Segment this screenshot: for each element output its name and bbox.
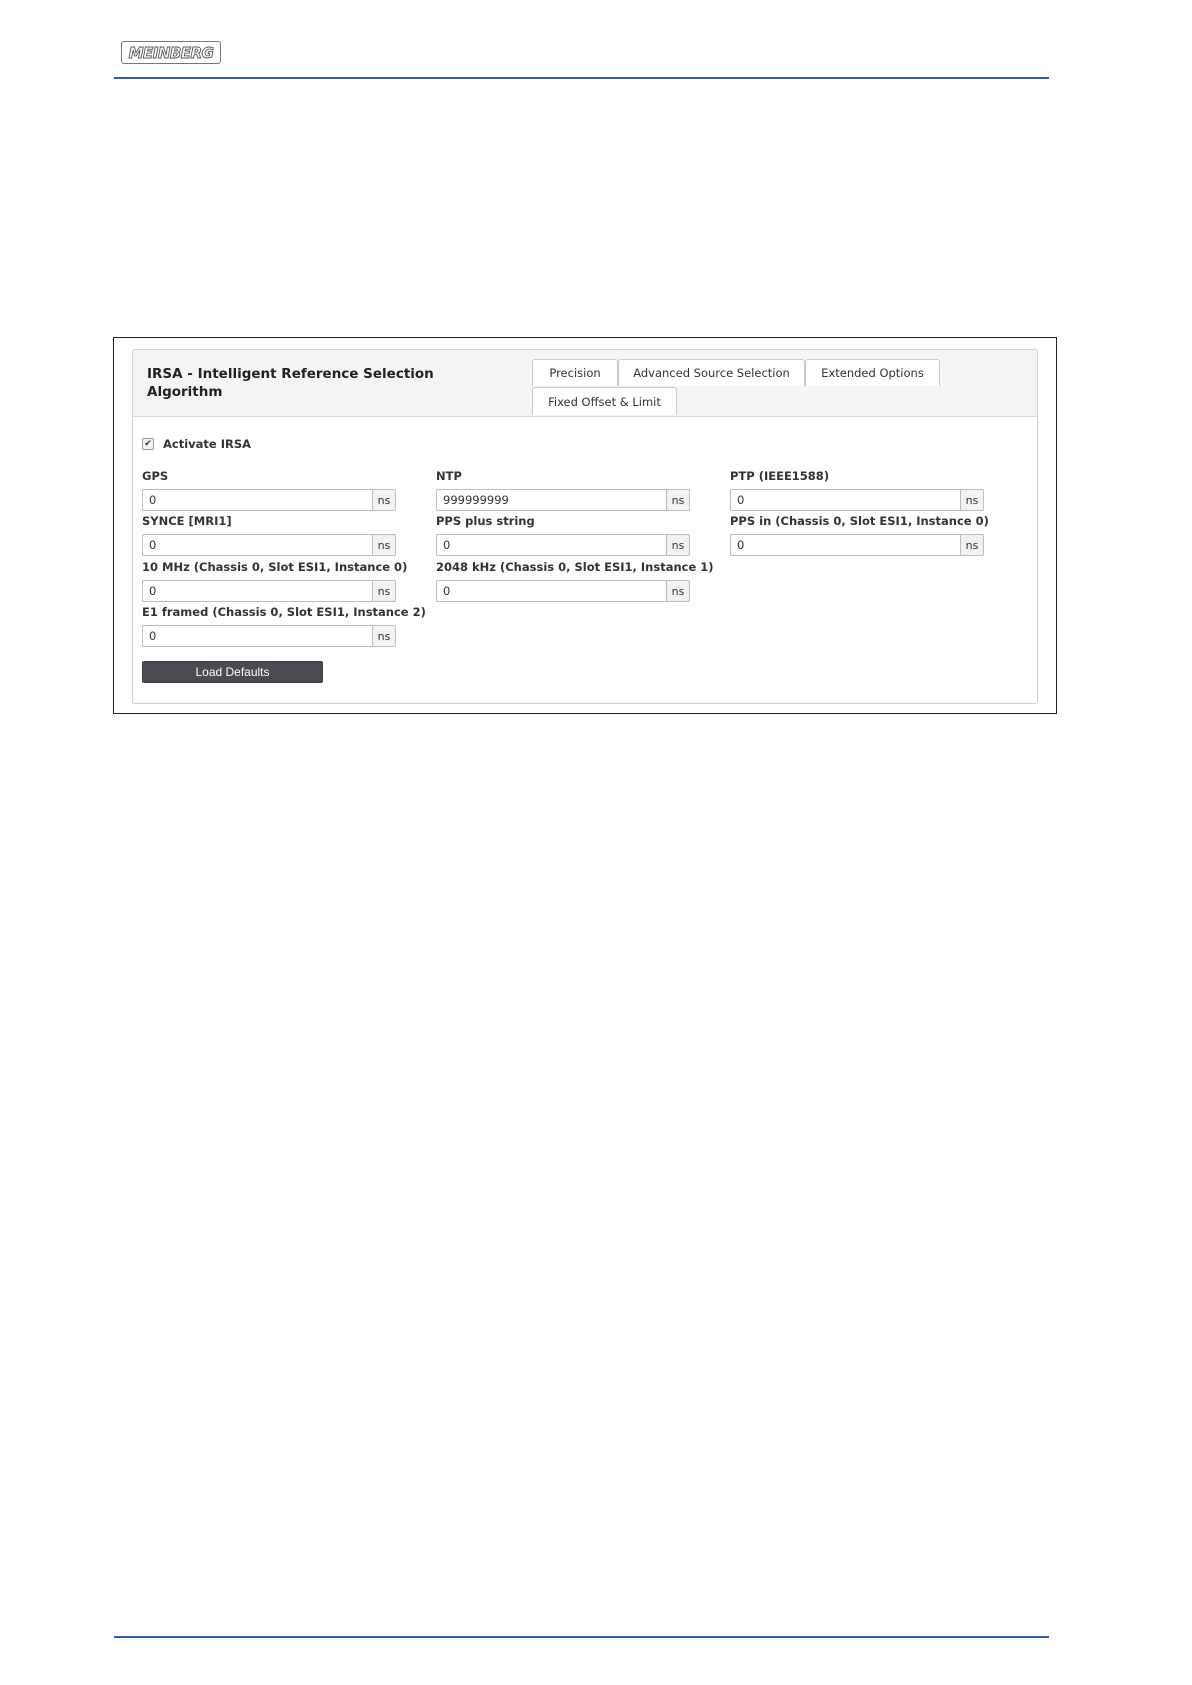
field-label: PPS in (Chassis 0, Slot ESI1, Instance 0) xyxy=(730,514,989,528)
input-group xyxy=(436,489,690,511)
tab-fixed-offset-limit[interactable]: Fixed Offset & Limit xyxy=(532,387,677,415)
field-label: GPS xyxy=(142,469,169,483)
field-ntp xyxy=(436,468,690,511)
input-group xyxy=(142,489,396,511)
field-label: E1 framed (Chassis 0, Slot ESI1, Instance 2) xyxy=(142,605,426,619)
tab-advanced-source-selection[interactable]: Advanced Source Selection xyxy=(618,359,805,386)
field-pps-plus-string xyxy=(436,513,690,556)
2048khz-offset-input[interactable] xyxy=(436,580,666,602)
screenshot-frame xyxy=(113,337,1057,714)
pps-plus-string-offset-input[interactable] xyxy=(436,534,666,556)
field-ptp xyxy=(730,468,984,511)
unit-addon: ns xyxy=(960,489,984,511)
unit-addon: ns xyxy=(372,625,396,647)
field-10mhz xyxy=(142,559,408,602)
activate-irsa-label: Activate IRSA xyxy=(163,437,252,451)
unit-addon: ns xyxy=(372,534,396,556)
input-group xyxy=(730,489,984,511)
load-defaults-button[interactable]: Load Defaults xyxy=(142,661,323,683)
field-gps xyxy=(142,468,396,511)
field-label: 10 MHz (Chassis 0, Slot ESI1, Instance 0) xyxy=(142,560,408,574)
field-2048khz xyxy=(436,559,714,602)
synce-offset-input[interactable] xyxy=(142,534,372,556)
tab-precision[interactable]: Precision xyxy=(532,359,618,386)
header-rule xyxy=(114,77,1049,79)
unit-addon: ns xyxy=(372,489,396,511)
field-label: PTP (IEEE1588) xyxy=(730,469,830,483)
activate-irsa-row xyxy=(142,437,251,451)
input-group xyxy=(730,534,984,556)
input-group xyxy=(436,534,690,556)
meinberg-logo: MEINBERG xyxy=(121,41,221,64)
gps-offset-input[interactable] xyxy=(142,489,372,511)
footer-rule xyxy=(114,1636,1049,1638)
pps-in-offset-input[interactable] xyxy=(730,534,960,556)
field-synce xyxy=(142,513,396,556)
unit-addon: ns xyxy=(960,534,984,556)
unit-addon: ns xyxy=(666,580,690,602)
unit-addon: ns xyxy=(372,580,396,602)
ptp-offset-input[interactable] xyxy=(730,489,960,511)
10mhz-offset-input[interactable] xyxy=(142,580,372,602)
field-label: NTP xyxy=(436,469,462,483)
field-label: SYNCE [MRI1] xyxy=(142,514,232,528)
tab-extended-options[interactable]: Extended Options xyxy=(805,359,940,386)
field-e1-framed xyxy=(142,604,426,647)
unit-addon: ns xyxy=(666,489,690,511)
field-label: 2048 kHz (Chassis 0, Slot ESI1, Instance 1) xyxy=(436,560,714,574)
input-group xyxy=(436,580,690,602)
input-group xyxy=(142,580,396,602)
input-group xyxy=(142,625,396,647)
panel-title: IRSA - Intelligent Reference Selection Algorithm xyxy=(147,366,434,400)
unit-addon: ns xyxy=(666,534,690,556)
input-group xyxy=(142,534,396,556)
e1-framed-offset-input[interactable] xyxy=(142,625,372,647)
ntp-offset-input[interactable] xyxy=(436,489,666,511)
irsa-panel xyxy=(132,349,1038,704)
field-label: PPS plus string xyxy=(436,514,535,528)
panel-header xyxy=(133,350,1037,417)
field-pps-in xyxy=(730,513,989,556)
activate-irsa-checkbox[interactable]: ✔ xyxy=(142,438,154,450)
